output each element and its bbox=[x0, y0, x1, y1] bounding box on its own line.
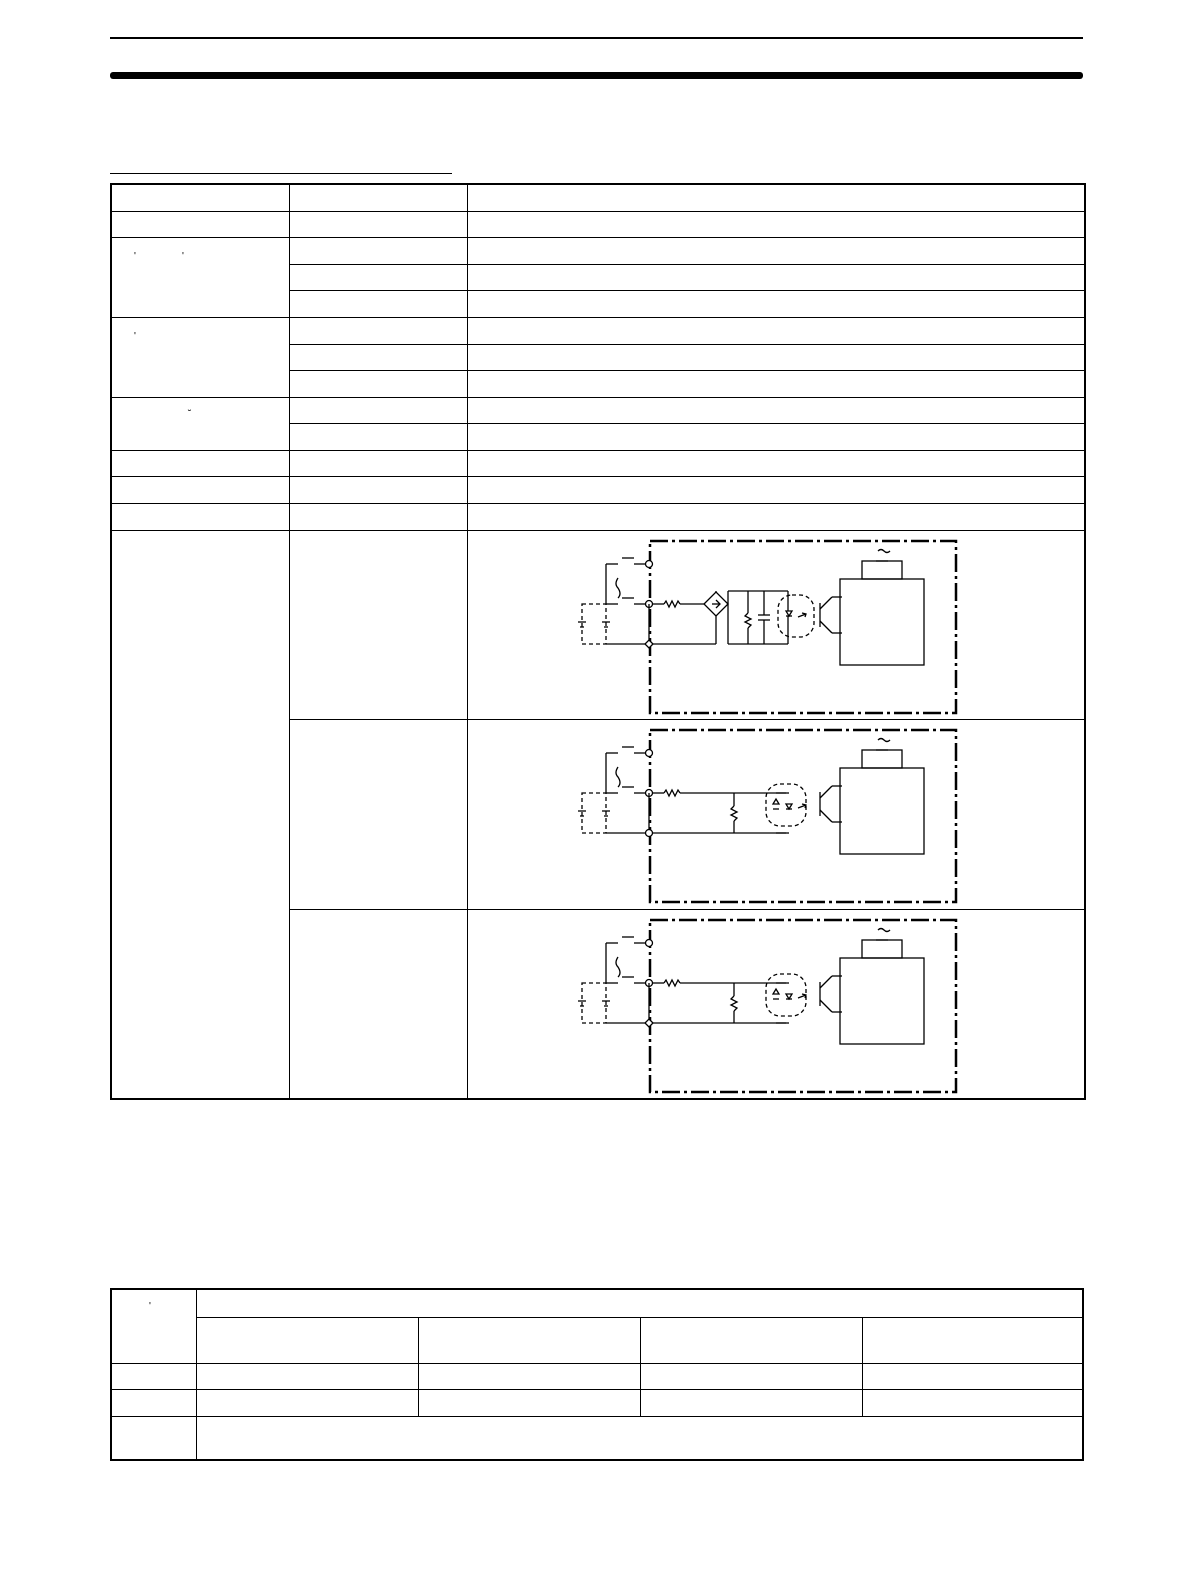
bottom-table bbox=[110, 1288, 1084, 1461]
item-cell bbox=[111, 450, 289, 476]
item-cell bbox=[111, 476, 289, 503]
table-cell bbox=[640, 1389, 862, 1416]
spec-cell bbox=[289, 503, 467, 530]
table-cell bbox=[640, 1363, 862, 1389]
table-cell bbox=[196, 1363, 418, 1389]
table-header-row bbox=[111, 1289, 1083, 1317]
table-cell bbox=[862, 1389, 1083, 1416]
circuit-diagram-cell bbox=[467, 909, 1085, 1099]
table-row bbox=[111, 237, 1085, 264]
circuit-spec-cell bbox=[289, 530, 467, 719]
row-label bbox=[111, 1363, 196, 1389]
table-cell bbox=[196, 1389, 418, 1416]
spec-cell bbox=[289, 290, 467, 317]
item-cell-group bbox=[111, 397, 289, 450]
value-cell bbox=[467, 237, 1085, 264]
value-cell bbox=[467, 450, 1085, 476]
specification-table bbox=[110, 183, 1086, 1100]
spec-cell bbox=[289, 264, 467, 290]
column-header bbox=[418, 1317, 640, 1363]
table-row bbox=[111, 450, 1085, 476]
section-heading-underline bbox=[110, 173, 452, 174]
tick-mark: ' bbox=[149, 1301, 151, 1312]
column-header bbox=[640, 1317, 862, 1363]
table-cell bbox=[418, 1363, 640, 1389]
spec-cell bbox=[289, 237, 467, 264]
table-row bbox=[111, 397, 1085, 423]
header-cell-spec bbox=[289, 184, 467, 211]
value-cell bbox=[467, 290, 1085, 317]
column-header bbox=[862, 1317, 1083, 1363]
circuit-spec-cell bbox=[289, 719, 467, 909]
value-cell bbox=[467, 317, 1085, 344]
header-cell-value bbox=[467, 184, 1085, 211]
spec-cell bbox=[289, 423, 467, 450]
table-row bbox=[111, 503, 1085, 530]
table-row bbox=[111, 1363, 1083, 1389]
spec-cell bbox=[289, 211, 467, 237]
item-cell bbox=[111, 211, 289, 237]
item-cell-group bbox=[111, 317, 289, 397]
value-cell bbox=[467, 503, 1085, 530]
circuit-item-cell bbox=[111, 530, 289, 1099]
breve-mark: ˘ bbox=[188, 408, 192, 420]
spec-cell bbox=[289, 344, 467, 370]
table-header-row bbox=[111, 1317, 1083, 1363]
table-row bbox=[111, 211, 1085, 237]
column-header bbox=[196, 1317, 418, 1363]
spec-cell bbox=[289, 397, 467, 423]
value-cell bbox=[467, 264, 1085, 290]
footer-text bbox=[196, 1416, 1083, 1460]
input-circuit-diagram-minus-common bbox=[468, 910, 1084, 1098]
row-label bbox=[111, 1389, 196, 1416]
table-cell bbox=[418, 1389, 640, 1416]
header-cell-item bbox=[111, 184, 289, 211]
circuit-diagram-cell bbox=[467, 530, 1085, 719]
value-cell bbox=[467, 476, 1085, 503]
value-cell bbox=[467, 397, 1085, 423]
circuit-diagram-cell bbox=[467, 719, 1085, 909]
header-thick-rule bbox=[110, 72, 1083, 79]
input-circuit-diagram-bridge bbox=[468, 531, 1084, 718]
table-footer-row bbox=[111, 1416, 1083, 1460]
value-cell bbox=[467, 423, 1085, 450]
circuit-spec-cell bbox=[289, 909, 467, 1099]
tick-mark: ' bbox=[134, 330, 136, 342]
value-cell bbox=[467, 344, 1085, 370]
table-row bbox=[111, 476, 1085, 503]
input-circuit-diagram-plus-common bbox=[468, 720, 1084, 908]
corner-cell bbox=[111, 1289, 196, 1363]
spec-cell bbox=[289, 317, 467, 344]
table-header-row bbox=[111, 184, 1085, 211]
header-thin-rule bbox=[110, 37, 1083, 39]
spec-cell bbox=[289, 476, 467, 503]
value-cell bbox=[467, 370, 1085, 397]
value-cell bbox=[467, 211, 1085, 237]
span-header-cell bbox=[196, 1289, 1083, 1317]
tick-mark: ' bbox=[134, 250, 136, 262]
spec-cell bbox=[289, 450, 467, 476]
table-row bbox=[111, 1389, 1083, 1416]
spec-cell bbox=[289, 370, 467, 397]
tick-mark: ' bbox=[182, 250, 184, 262]
table-cell bbox=[862, 1363, 1083, 1389]
table-row bbox=[111, 317, 1085, 344]
item-cell bbox=[111, 503, 289, 530]
circuit-row bbox=[111, 530, 1085, 719]
item-cell-group bbox=[111, 237, 289, 317]
footer-label bbox=[111, 1416, 196, 1460]
